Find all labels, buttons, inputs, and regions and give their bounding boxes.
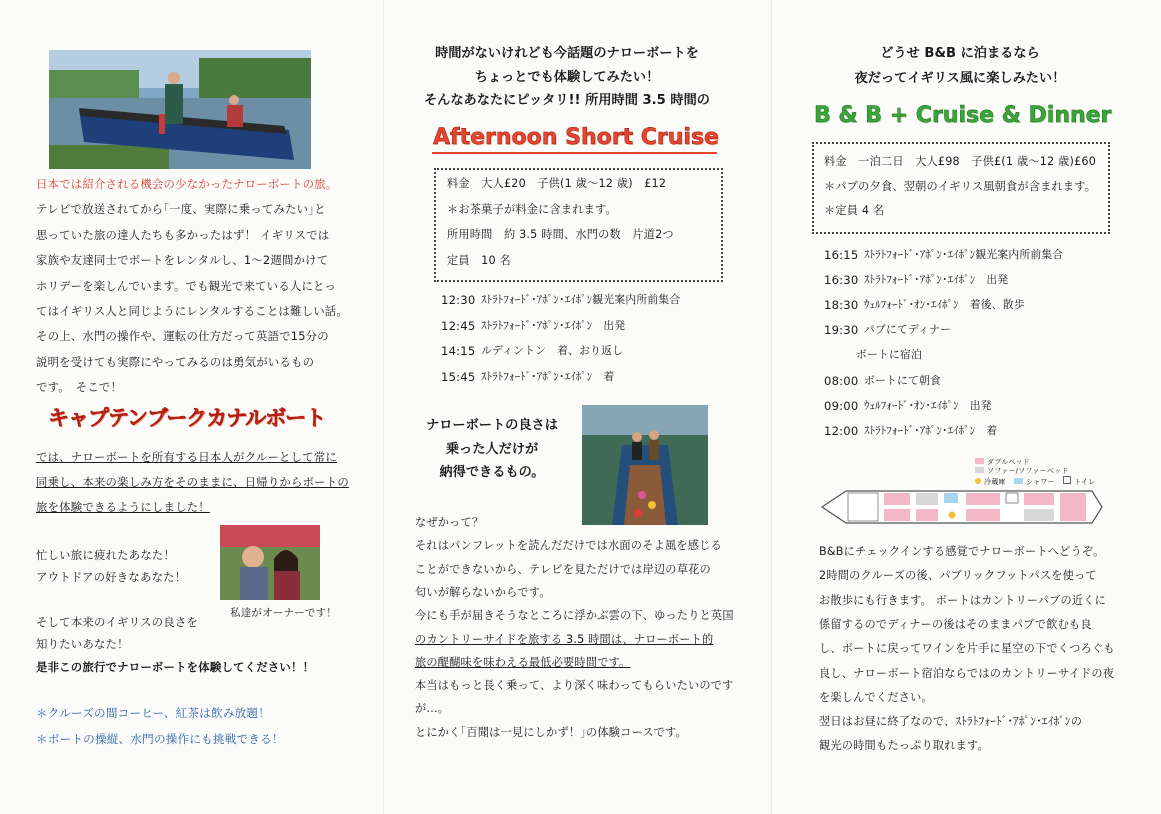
schedule-activity: ｳｪﾙﾌｫｰﾄﾞ･ｵﾝ･ｴｲﾎﾟﾝ 出発 (864, 398, 992, 412)
appeal-line: そして本来のイギリスの良さを (36, 614, 199, 629)
intro-line: 説明を受けても実際にやってみるのは勇気がいるもの (36, 354, 315, 369)
desc-line: を楽しんでください。 (819, 690, 933, 704)
heading-line: 夜だってイギリス風に楽しみたい！ (854, 71, 1066, 86)
info-line: 料金 一泊二日 大人£98 子供£(1 歳～12 歳)£60 (824, 155, 1097, 168)
desc-line: 翌日はお昼に終了なので、ｽﾄﾗﾄﾌｫｰﾄﾞ･ｱﾎﾟﾝ･ｴｲﾎﾟﾝの (819, 715, 1083, 729)
desc-line: 観光の時間もたっぷり取れます。 (819, 739, 989, 753)
owners-photo (220, 525, 320, 600)
schedule-activity: ｽﾄﾗﾄﾌｫｰﾄﾞ･ｱﾎﾟﾝ･ｴｲﾎﾟﾝ 出発 (481, 318, 626, 332)
why-line: ことができないから、テレビを見ただけでは岸辺の草花の (415, 562, 711, 576)
schedule-activity: ｳｪﾙﾌｫｰﾄﾞ･ｵﾝ･ｴｲﾎﾟﾝ 着後、散歩 (864, 298, 1025, 312)
fold-line-right (771, 0, 772, 814)
intro-line: てはイギリス人と同じようにレンタルすることは難しい話。 (36, 304, 348, 318)
why-line: それはパンフレットを読んだだけでは水面のそよ風を感じる (415, 539, 722, 553)
schedule-activity: ｽﾄﾗﾄﾌｫｰﾄﾞ･ｱﾎﾟﾝ･ｴｲﾎﾟﾝ 着 (864, 423, 998, 437)
schedule-time: 18:30 (824, 298, 859, 313)
schedule-time: 09:00 (824, 398, 859, 413)
schedule-time: 12:45 (441, 318, 476, 333)
info-line: 定員 10 名 (447, 253, 511, 267)
intro-line: テレビで放送されてから｢一度、実際に乗ってみたい｣と (36, 202, 326, 217)
title-underline (432, 152, 717, 154)
legend-double-bed: ダブルベッド (987, 458, 1030, 466)
note-line: ＊ボートの操縦、水門の操作にも挑戦できる！ (36, 732, 284, 746)
quote-line: 乗った人だけが (445, 441, 539, 457)
note-line: ＊クルーズの間コーヒー、紅茶は飲み放題！ (36, 706, 271, 720)
appeal-line: アウトドアの好きなあなた！ (36, 570, 187, 585)
appeal-line: 忙しい旅に疲れたあなた！ (36, 548, 176, 562)
afternoon-cruise-title: Afternoon Short Cruise (433, 125, 719, 150)
desc-line: 良し、ナローボート宿泊ならではのカントリーサイドの夜 (819, 666, 1115, 680)
desc-line: 係留するのでディナーの後はそのままパブで飲むも良 (819, 617, 1092, 631)
schedule-activity: ボートにて朝食 (864, 373, 941, 387)
why-line: のカントリーサイドを旅する 3.5 時間は、ナローボート的 (415, 632, 714, 646)
quote-line: 納得できるもの。 (439, 465, 545, 480)
desc-line: B&Bにチェックインする感覚でナローボートへどうぞ。 (819, 545, 1105, 558)
company-desc-line: 旅を体験できるようにしました！ (36, 500, 210, 514)
desc-line: 2時間のクルーズの後、パブリックフットパスを使って (819, 569, 1097, 583)
couple-on-boat-photo (582, 405, 708, 525)
plan-legend (975, 458, 1105, 487)
schedule-activity: ｽﾄﾗﾄﾌｫｰﾄﾞ･ｱﾎﾟﾝ･ｴｲﾎﾟﾝ 出発 (864, 273, 1009, 287)
intro-line: 日本では紹介される機会の少なかったナローボートの旅。 (36, 177, 338, 191)
schedule-activity: ルディントン 着、おり返し (481, 344, 624, 358)
canal-boat-photo (49, 50, 311, 169)
why-line: が…。 (415, 702, 450, 716)
company-title: キャプテンブークカナルボート (48, 406, 326, 430)
intro-line: です。 そこで！ (36, 380, 123, 395)
intro-line: その上、水門の操作や、運転の仕方だって英語で15分の (36, 329, 329, 344)
legend-sofa: ソファー/ソファーベッド (987, 467, 1069, 475)
schedule-time: 19:30 (824, 323, 859, 338)
schedule-activity: ｽﾄﾗﾄﾌｫｰﾄﾞ･ｱﾎﾟﾝ･ｴｲﾎﾟﾝ 着 (481, 369, 615, 383)
boat-plan-diagram (816, 487, 1106, 527)
legend-toilet: トイレ (1074, 478, 1096, 486)
owner-caption: 私達がオーナーです！ (230, 607, 337, 619)
schedule-time: 12:30 (441, 293, 476, 307)
heading-line: ちょっとでも体験してみたい！ (474, 69, 660, 85)
why-line: 本当はもっと長く乗って、より深く味わってもらいたいのです (415, 679, 734, 693)
schedule-time: 16:30 (824, 273, 859, 288)
info-line: ＊お茶菓子が料金に含まれます。 (447, 202, 617, 216)
heading-line: 時間がないけれども今話題のナローボートを (435, 46, 699, 61)
heading-line: どうせ B&B に泊まるなら (880, 46, 1040, 61)
info-line: ＊定員 4 名 (824, 204, 885, 217)
why-line: 旅の醍醐味を味わえる最低必要時間です。 (415, 655, 631, 669)
bb-cruise-dinner-title: B & B + Cruise & Dinner (814, 103, 1112, 128)
why-line: とにかく｢百聞は一見にしかず！｣の体験コースです。 (415, 725, 688, 739)
legend-fridge: 冷蔵庫 (984, 478, 1006, 486)
info-line: ＊パブの夕食、翌朝のイギリス風朝食が含まれます。 (824, 179, 1097, 193)
appeal-line: 是非この旅行でナローボートを体験してください！！ (36, 659, 315, 674)
schedule-activity: ボートに宿泊 (856, 348, 922, 362)
desc-line: し、ボートに戻ってワインを片手に星空の下でくつろぐも (819, 642, 1115, 656)
schedule-time: 12:00 (824, 423, 859, 438)
why-line: なぜかって？ (415, 516, 484, 529)
fold-line-left (383, 0, 384, 814)
why-line: 今にも手が届きそうなところに浮かぶ雲の下、ゆったりと英国 (415, 609, 734, 623)
intro-line: ホリデーを楽しんでいます。でも観光で来ている人にとっ (36, 278, 336, 293)
company-desc-line: 同乗し、本来の楽しみ方をそのままに、日帰りからボートの (36, 475, 349, 489)
desc-line: お散歩にも行きます。 ボートはカントリーパブの近くに (819, 593, 1106, 607)
why-line: 匂いが解らないからです。 (415, 585, 551, 599)
legend-shower: シャワー (1026, 478, 1055, 486)
schedule-activity: パブにてディナー (864, 323, 952, 337)
schedule-activity: ｽﾄﾗﾄﾌｫｰﾄﾞ･ｱﾎﾟﾝ･ｴｲﾎﾟﾝ観光案内所前集合 (481, 293, 681, 306)
intro-line: 家族や友達同士でボートをレンタルし、1～2週間かけて (36, 253, 329, 268)
schedule-activity: ｽﾄﾗﾄﾌｫｰﾄﾞ･ｱﾎﾟﾝ･ｴｲﾎﾟﾝ観光案内所前集合 (864, 248, 1064, 261)
company-desc-line: では、ナローボートを所有する日本人がクルーとして常に (36, 450, 338, 464)
schedule-time: 16:15 (824, 248, 859, 262)
heading-line: そんなあなたにピッタリ!! 所用時間 3.5 時間の (423, 93, 710, 108)
schedule-time: 14:15 (441, 344, 476, 359)
quote-line: ナローボートの良さは (426, 418, 558, 433)
intro-line: 思っていた旅の達人たちも多かったはず！ イギリスでは (36, 227, 330, 242)
info-line: 料金 大人£20 子供(1 歳～12 歳) £12 (447, 177, 667, 190)
appeal-line: 知りたいあなた！ (36, 637, 129, 652)
schedule-time: 15:45 (441, 369, 476, 384)
info-line: 所用時間 約 3.5 時間、水門の数 片道2つ (447, 228, 674, 241)
schedule-time: 08:00 (824, 373, 859, 388)
